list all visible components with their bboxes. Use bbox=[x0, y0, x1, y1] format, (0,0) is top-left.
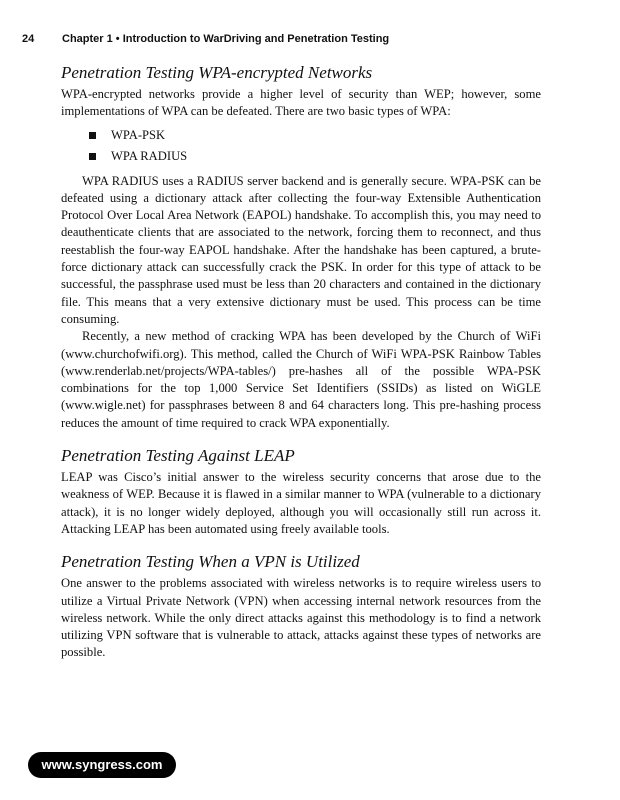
page-number: 24 bbox=[22, 33, 35, 45]
church-of-wifi-paragraph: Recently, a new method of cracking WPA has been developed by the Church of WiFi (www.churchofwifi.org). This method, called the Church of WiFi WPA-PSK Rainbow Tables (www.renderlab.net/projects/WPA-tables/) pre-hashes all of the possible WPA-PSK combinations for the top 1,000 Service Set Identifiers (SSIDs) as listed on WiGLE (www.wigle.net) for passphrases between 8 and 64 characters long. This pre-hashing process reduces the amount of time required to crack WPA exponentially. bbox=[61, 329, 541, 430]
leap-paragraph: LEAP was Cisco’s initial answer to the wireless security concerns that arose due to the weakness of WEP. Because it is flawed in a similar manner to WPA (vulnerable to a dictionary attack), it is no longer widely deployed, although you will occasionally still run across it. Attacking LEAP has been automated using freely available tools. bbox=[61, 470, 541, 536]
wpa-radius-paragraph: WPA RADIUS uses a RADIUS server backend and is generally secure. WPA-PSK can be defeated using a dictionary attack after collecting the four-way Extensible Authentication Protocol Over Local Area Network (EAPOL) handshake. To accomplish this, you may need to deauthenticate clients that are associated to the network, forcing them to reconnect, and thus reestablish the four-way EAPOL handshake. After the handshake has been captured, a brute-force dictionary attack can successfully crack the PSK. In order for this type of attack to be successful, the passphrase used must be less than 20 characters and contained in the dictionary file. This means that a very extensive dictionary must be used. This process can be time consuming. bbox=[61, 173, 541, 326]
wpa-intro-paragraph: WPA-encrypted networks provide a higher level of security than WEP; however, some implementations of WPA can be defeated. There are two basic types of WPA: bbox=[61, 87, 541, 119]
page-body bbox=[61, 58, 541, 662]
section-heading-wpa: Penetration Testing WPA-encrypted Networks bbox=[61, 63, 373, 82]
square-bullet-icon bbox=[89, 153, 96, 160]
publisher-url-badge: www.syngress.com bbox=[28, 752, 176, 778]
running-header bbox=[22, 33, 582, 45]
square-bullet-icon bbox=[89, 132, 96, 139]
vpn-paragraph: One answer to the problems associated with wireless networks is to require wireless users to utilize a Virtual Private Network (VPN) when accessing internal network resources from the wireless network. While the only direct attacks against this methodology is to find a network utilizing VPN software that is vulnerable to attack, attacks against these types of networks are possible. bbox=[61, 576, 541, 660]
list-item-label: WPA-PSK bbox=[111, 127, 166, 142]
list-item bbox=[61, 127, 541, 144]
section-heading-vpn: Penetration Testing When a VPN is Utilized bbox=[61, 552, 360, 572]
list-item bbox=[61, 148, 541, 165]
wpa-types-list bbox=[61, 127, 541, 165]
section-heading-leap: Penetration Testing Against LEAP bbox=[61, 446, 295, 466]
list-item-label: WPA RADIUS bbox=[111, 148, 188, 163]
chapter-title: Chapter 1 • Introduction to WarDriving and Penetration Testing bbox=[62, 33, 390, 45]
